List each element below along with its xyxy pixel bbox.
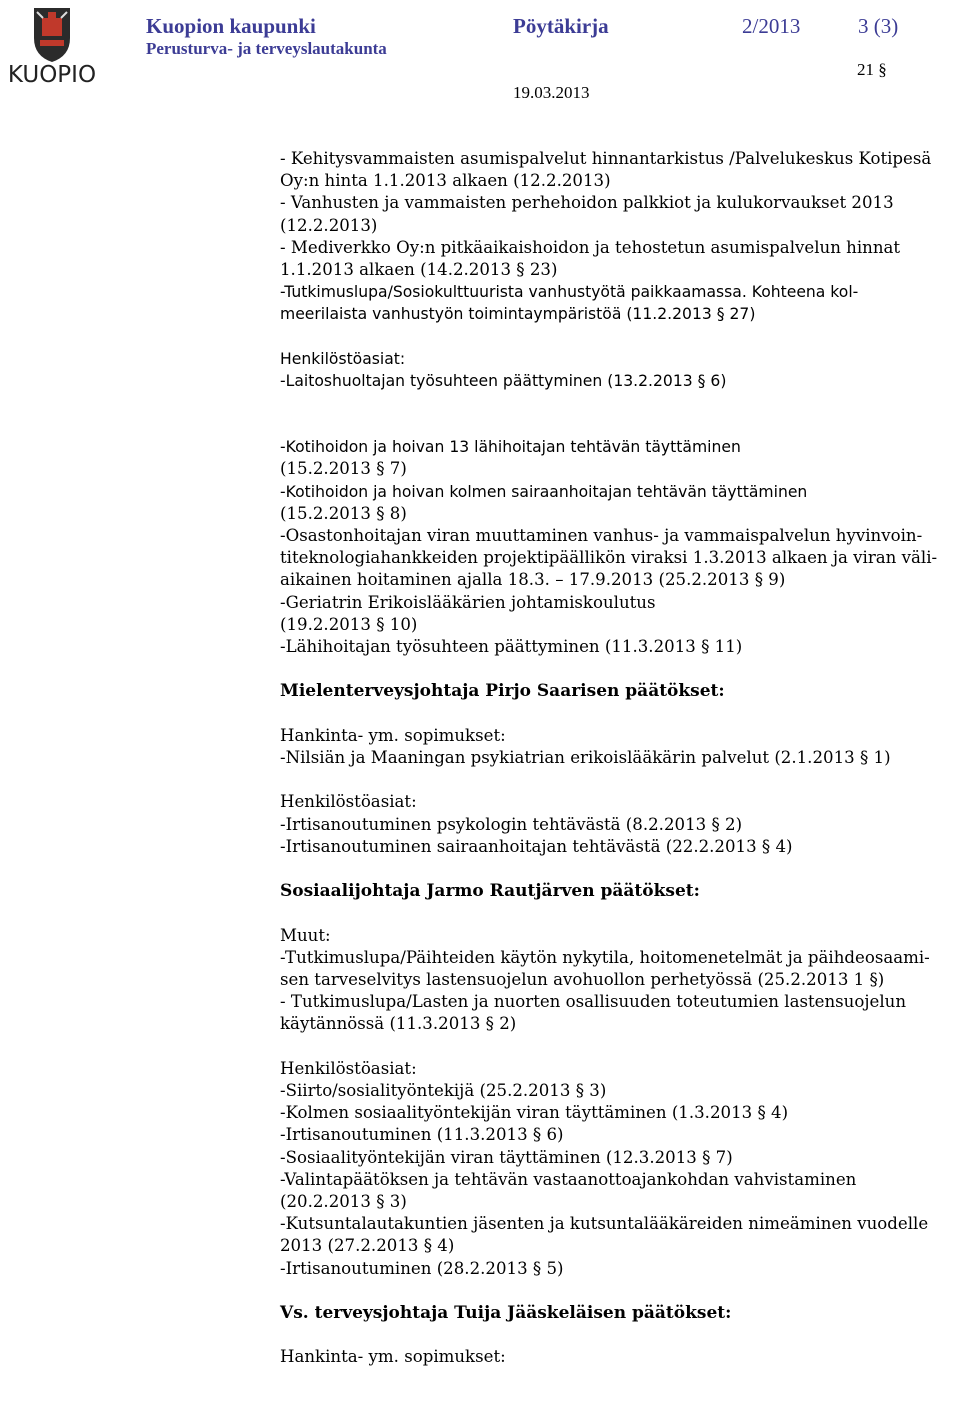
text-line: -Irtisanoutuminen (11.3.2013 § 6) — [280, 1125, 564, 1145]
kuopio-logo — [4, 4, 100, 90]
spacer — [280, 392, 960, 436]
text-line: Henkilöstöasiat: — [280, 1058, 417, 1078]
section-number: 21 § — [857, 60, 887, 79]
text-line: -Geriatrin Erikoislääkärien johtamiskoulutus — [280, 592, 656, 612]
text-line: -Lähihoitajan työsuhteen päättyminen (11.3.2013 § 11) — [280, 637, 743, 657]
section-heading: Vs. terveysjohtaja Tuija Jääskeläisen päätökset: — [280, 1303, 732, 1324]
text-line: - Kehitysvammaisten asumispalvelut hinnantarkistus /Palvelukeskus Kotipesä — [280, 149, 932, 168]
text-line: 1.1.2013 alkaen (14.2.2013 § 23) — [280, 260, 558, 280]
text-line: -Nilsiän ja Maaningan psykiatrian erikoislääkärin palvelut (2.1.2013 § 1) — [280, 748, 891, 768]
text-line: (19.2.2013 § 10) — [280, 614, 418, 634]
text-line: -Irtisanoutuminen (28.2.2013 § 5) — [280, 1258, 564, 1278]
text-line: aikainen hoitaminen ajalla 18.3. – 17.9.2013 (25.2.2013 § 9) — [280, 570, 786, 590]
coat-of-arms-icon — [4, 4, 100, 64]
text-line: titeknologiahankkeiden projektipäällikön viraksi 1.3.2013 alkaen ja viran väli- — [280, 548, 938, 568]
text-line: - Mediverkko Oy:n pitkäaikaishoidon ja tehostetun asumispalvelun hinnat — [280, 237, 901, 257]
spacer — [280, 902, 960, 924]
org-name: Kuopion kaupunki — [146, 14, 316, 38]
text-line: -Tutkimuslupa/Päihteiden käytön nykytila, hoitomenetelmät ja päihdeosaami- — [280, 947, 930, 967]
text-line: -Kotihoidon ja hoivan kolmen sairaanhoitajan tehtävän täyttäminen — [280, 482, 808, 501]
page-number: 3 (3) — [858, 14, 899, 38]
spacer — [280, 658, 960, 680]
spacer — [280, 858, 960, 880]
spacer — [280, 326, 960, 348]
text-line: -Irtisanoutuminen sairaanhoitajan tehtävästä (22.2.2013 § 4) — [280, 836, 793, 856]
text-line: Hankinta- ym. sopimukset: — [280, 725, 506, 745]
text-line: - Tutkimuslupa/Lasten ja nuorten osallisuuden toteutumien lastensuojelun — [280, 992, 907, 1012]
doc-type: Pöytäkirja — [513, 14, 609, 38]
section-heading: Sosiaalijohtaja Jarmo Rautjärven päätökset: — [280, 881, 700, 902]
meeting-date: 19.03.2013 — [513, 83, 590, 102]
doc-number: 2/2013 — [742, 14, 801, 38]
text-line: sen tarveselvitys lastensuojelun avohuollon perhetyössä (25.2.2013 1 §) — [280, 970, 885, 990]
spacer — [280, 1324, 960, 1346]
text-line: 2013 (27.2.2013 § 4) — [280, 1236, 455, 1256]
text-line: -Laitoshuoltajan työsuhteen päättyminen (13.2.2013 § 6) — [280, 372, 727, 391]
text-line: (15.2.2013 § 7) — [280, 459, 407, 479]
text-line: -Tutkimuslupa/Sosiokulttuurista vanhustyötä paikkaamassa. Kohteena kol- — [280, 283, 859, 302]
spacer — [280, 1036, 960, 1058]
text-line: Oy:n hinta 1.1.2013 alkaen (12.2.2013) — [280, 171, 611, 191]
spacer — [280, 769, 960, 791]
text-line: käytännössä (11.3.2013 § 2) — [280, 1014, 517, 1034]
text-line: (15.2.2013 § 8) — [280, 503, 407, 523]
text-line: - Vanhusten ja vammaisten perhehoidon palkkiot ja kulukorvaukset 2013 — [280, 193, 894, 213]
text-line: Henkilöstöasiat: — [280, 792, 417, 812]
text-line: Hankinta- ym. sopimukset: — [280, 1347, 506, 1367]
text-line: -Siirto/sosialityöntekijä (25.2.2013 § 3) — [280, 1081, 607, 1101]
text-line: Henkilöstöasiat: — [280, 349, 406, 368]
text-line: meerilaista vanhustyön toimintaympäristöä (11.2.2013 § 27) — [280, 305, 756, 324]
section-heading: Mielenterveysjohtaja Pirjo Saarisen päätökset: — [280, 681, 725, 702]
text-line: -Irtisanoutuminen psykologin tehtävästä (8.2.2013 § 2) — [280, 814, 743, 834]
spacer — [280, 703, 960, 725]
minutes-body — [280, 148, 960, 1369]
text-line: (20.2.2013 § 3) — [280, 1192, 407, 1212]
text-line: (12.2.2013) — [280, 215, 378, 235]
text-line: -Kolmen sosiaalityöntekijän viran täyttäminen (1.3.2013 § 4) — [280, 1103, 789, 1123]
text-line: -Kutsuntalautakuntien jäsenten ja kutsuntalääkäreiden nimeäminen vuodelle — [280, 1214, 929, 1234]
text-line: -Sosiaalityöntekijän viran täyttäminen (12.3.2013 § 7) — [280, 1147, 733, 1167]
text-line: -Osastonhoitajan viran muuttaminen vanhus- ja vammaispalvelun hyvinvoin- — [280, 526, 923, 546]
logo-wordmark: KUOPIO — [7, 62, 97, 88]
text-line: -Kotihoidon ja hoivan 13 lähihoitajan tehtävän täyttäminen — [280, 438, 741, 457]
board-name: Perusturva- ja terveyslautakunta — [146, 39, 387, 58]
text-line: -Valintapäätöksen ja tehtävän vastaanottoajankohdan vahvistaminen — [280, 1169, 857, 1189]
text-line: Muut: — [280, 925, 331, 945]
spacer — [280, 1280, 960, 1302]
